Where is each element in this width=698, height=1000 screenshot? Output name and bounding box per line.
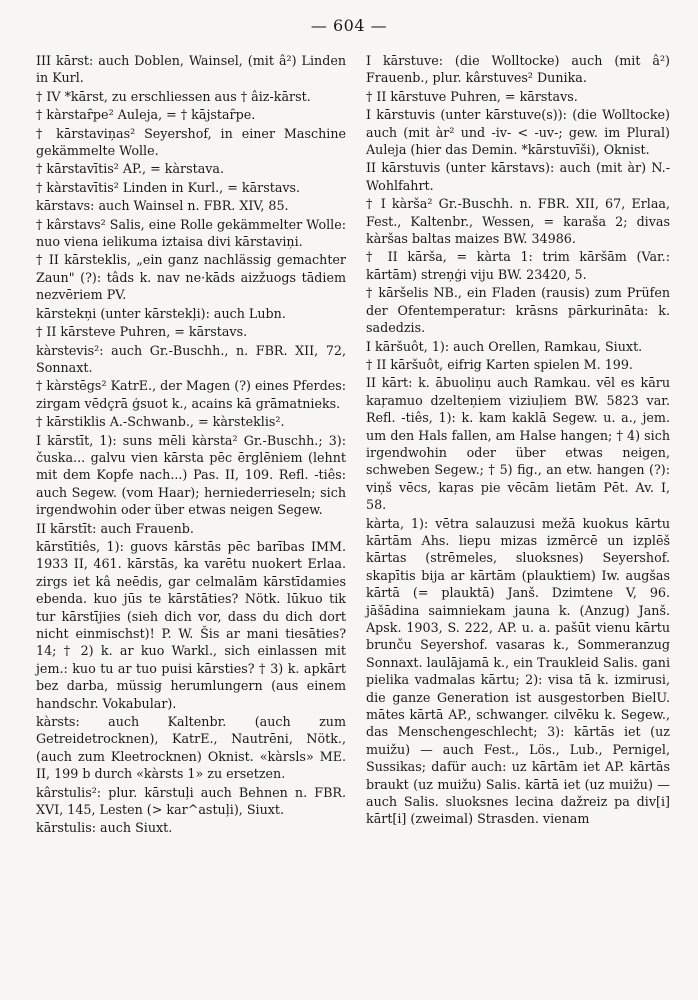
entry: II kārt: k. ābuoliņu auch Ramkau. vēl es kāru kaŗamuo dzelteņiem viziuļiem BW. 5823 var. Refl. -tiês, 1): k. kam kaklā Segew. u. a., jem. um den Hals fallen, am Halse hangen; † 4) sich irgendwohin oder über etwas neigen, schweben Segew.; † 5) fig., an etw. hangen (?): viņš vēcs, kaŗas pie vēcām lietām Pēt. Av. I, 58. <box>366 375 670 513</box>
entry: II kārstuvis (unter kārstavs): auch (mit àr) N.-Wohlfahrt. <box>366 160 670 193</box>
entry: kārstulis: auch Siuxt. <box>36 820 173 836</box>
entry: II kārstīt: auch Frauenb. <box>36 520 194 536</box>
entry: I kārstīt, 1): suns mēli kàrsta² Gr.-Buschh.; 3): čuska... galvu vien kārsta pēc ērglēniem (lehnt mit dem Kopfe nach...) Pas. II, 109. Refl. -tiês: auch Segew. (vom Haar); herniederrieseln; sich irgendwohin oder über etwas neigen Segew. <box>36 432 346 518</box>
entry: † II kārsteklis, „ein ganz nachlässig gemachter Zaun" (?): tâds k. nav ne·kāds aizžuogs tādiem nezvēriem PV. <box>36 252 346 303</box>
page-number: — 604 — <box>310 16 388 35</box>
entry: † kāršelis NB., ein Fladen (rausis) zum Prüfen der Ofentemperatur: krāsns pārkurināta: k. sadedzis. <box>366 285 670 336</box>
right-column <box>366 52 670 829</box>
entry: † kârstavs² Salis, eine Rolle gekämmelter Wolle: nuo viena ielikuma iztaisa divi kārstaviņi. <box>36 216 346 250</box>
entry: † kārstavītis² AP., = kàrstava. <box>36 161 225 177</box>
entry: I kāršuôt, 1): auch Orellen, Ramkau, Siuxt. <box>366 338 643 354</box>
entry: kàrstevis²: auch Gr.-Buschh., n. FBR. XII, 72, Sonnaxt. <box>36 342 346 375</box>
entry: † kàrstēgs² KatrE., der Magen (?) eines Pferdes: zirgam vēdçrā ģsuot k., acains kā grāmatnieks. <box>36 378 346 411</box>
entry: kàrta, 1): vētra salauzusi mežā kuokus kārtu kārtām Ahs. liepu mizas izmērcē un izplēš kārtas (strēmeles, sluoksnes) Seyershof. skapītis bija ar kārtām (plauktiem) Iw. augšas kārtā (= plauktā) Janš. Dzimtene V, 96. jāšādina saimniekam jauna k. (Anzug) Janš. Apsk. 1903, S. 222, AP. u. a. pašūt vienu kārtu brunču Seyershof. vasaras k., Sommeranzug Sonnaxt. laulājamā k., ein Traukleid Salis. gani pielika vadmalas kārtu; 2): visa tā k. izmirusi, die ganze Generation ist ausgestorben BielU. mātes kārtā AP., schwanger. cilvēku k. Segew., das Menschengeschlecht; 3): kārtās iet (uz muižu) — auch Fest., Lös., Lub., Pernigel, Sussikas; dafür auch: uz kārtām iet AP. kārtās braukt (uz muižu) Salis. kārtā iet (uz muižu) — auch Salis. sluoksnes lecina dažreiz pa div[i] kārt[i] (zweimal) Strasden. vienam <box>366 515 670 827</box>
entry: † IV *kārst, zu erschliessen aus † âiz-kārst. <box>36 88 311 104</box>
entry: † II kārša, = kàrta 1: trim kāršām (Var.: kārtām) streņģi viju BW. 23420, 5. <box>366 249 670 282</box>
entry: † kārstaviņas² Seyershof, in einer Maschine gekämmelte Wolle. <box>36 125 346 159</box>
entry: kārstītiês, 1): guovs kārstās pēc barības IMM. 1933 II, 461. kārstās, ka varētu nuokert Erlaa. zirgs iet kâ neēdis, gar celmalām kārstīdamies ebenda. kuo jūs te kārstāties? Nötk. lūkuo tik tur kārstījies (sieh dich vor, dass du dich dort nicht einmischst)! P. W. Šis ar mani tiesāties? 14; † 2) k. ar kuo Warkl., sich einlassen mit jem.: kuo tu ar tuo puisi kārsties? † 3) k. apkārt bez darba, müssig herumlungern (aus einem handschr. Vokabular). <box>36 538 346 711</box>
entry: kārstekņi (unter kārstekļi): auch Lubn. <box>36 305 286 321</box>
entry: † I kàrša² Gr.-Buschh. n. FBR. XII, 67, Erlaa, Fest., Kaltenbr., Wessen, = karaša 2; divas kàršas baltas maizes BW. 34986. <box>366 196 670 247</box>
entry: I kārstuve: (die Wolltocke) auch (mit â²) Frauenb., plur. kârstuves² Dunika. <box>366 53 670 86</box>
entry: kārstavs: auch Wainsel n. FBR. XIV, 85. <box>36 198 289 214</box>
entry: I kārstuvis (unter kārstuve(s)): (die Wolltocke) auch (mit àr² und -iv- < -uv-; gew. im Plural) Auleja (hier das Demin. *kārstuvīši), Oknist. <box>366 107 670 158</box>
entry: † II kārstuve Puhren, = kārstavs. <box>366 88 578 104</box>
entry: III kārst: auch Doblen, Wainsel, (mit â²) Linden in Kurl. <box>36 53 346 86</box>
entry: † kārstiklis A.-Schwanb., = kàrsteklis². <box>36 414 285 430</box>
entry: † kàrstavītis² Linden in Kurl., = kārstavs. <box>36 179 301 195</box>
entry: † II kārsteve Puhren, = kārstavs. <box>36 324 248 340</box>
entry: † II kāršuôt, eifrig Karten spielen M. 199. <box>366 356 633 372</box>
left-column <box>36 52 346 838</box>
entry: † kàrstaȓpe² Auleja, = † kājstaȓpe. <box>36 107 256 123</box>
entry: kârstulis²: plur. kārstuļi auch Behnen n. FBR. XVI, 145, Lesten (> kar^astuļi), Siuxt. <box>36 784 346 818</box>
entry: kàrsts: auch Kaltenbr. (auch zum Getreidetrocknen), KatrE., Nautrēni, Nötk., (auch zum Kleetrocknen) Oknist. «kàrsls» ME. II, 199 b durch «kàrsts 1» zu ersetzen. <box>36 714 346 782</box>
